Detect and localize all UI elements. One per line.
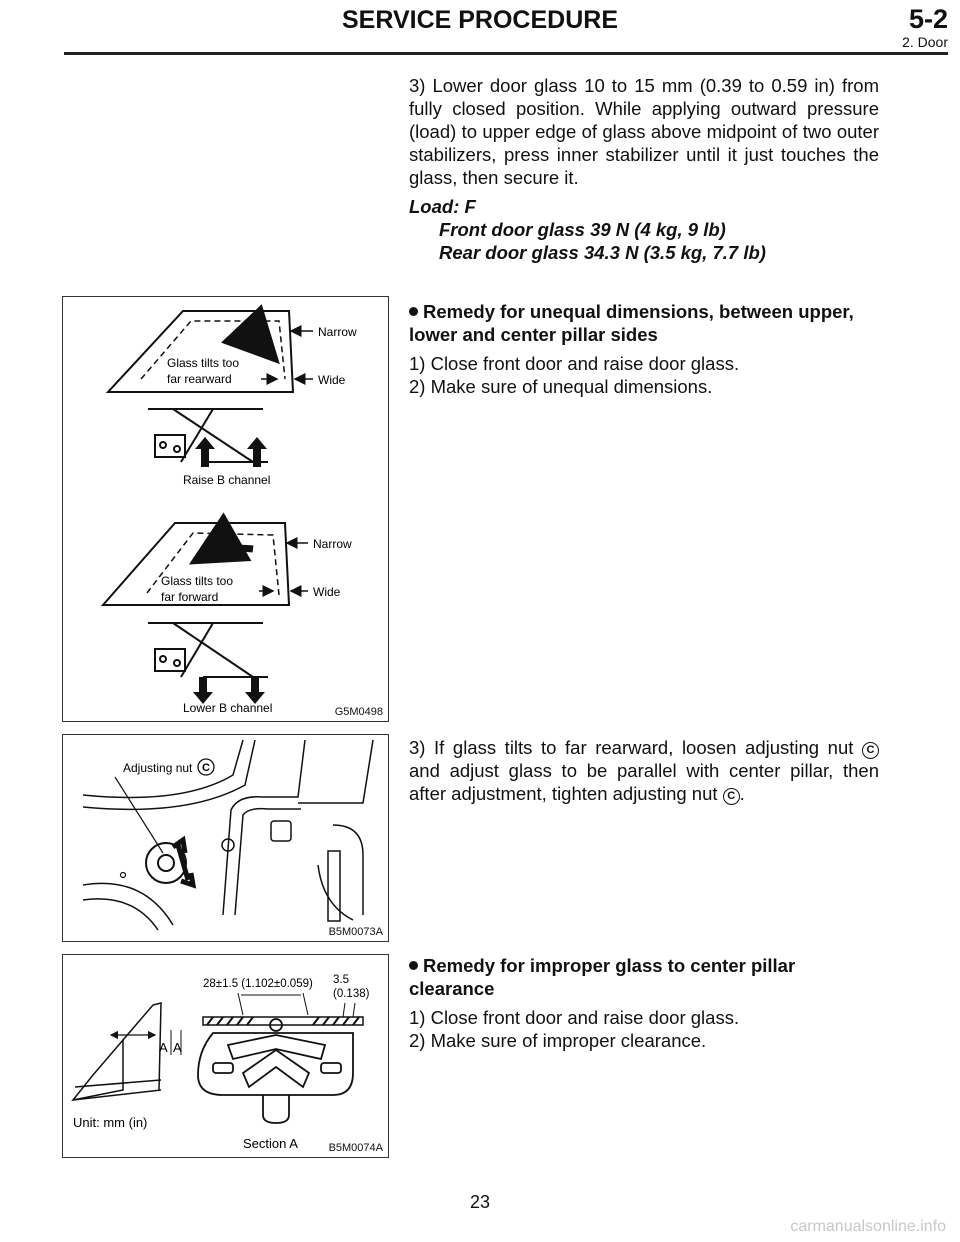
remedy2-step2: 2) Make sure of improper clearance. — [409, 1030, 707, 1051]
adjusting-nut-diagram — [63, 735, 388, 941]
figure-glass-tilt — [62, 296, 389, 722]
figure-pillar-clearance — [62, 954, 389, 1158]
unit-label: Unit: mm (in) — [73, 1115, 148, 1130]
svg-text:C: C — [202, 762, 210, 774]
dimension-28: 28±1.5 (1.102±0.059) — [203, 978, 313, 990]
tilt-rear-label-1: Glass tilts too — [167, 356, 240, 370]
load-front: Front door glass 39 N (4 kg, 9 lb) — [439, 219, 726, 240]
step3-adjust-block — [409, 736, 879, 805]
narrow-label: Narrow — [318, 325, 357, 339]
load-rear: Rear door glass 34.3 N (3.5 kg, 7.7 lb) — [439, 242, 766, 263]
glass-tilt-diagram — [63, 297, 388, 721]
pillar-clearance-diagram — [63, 955, 388, 1157]
remedy1-heading: Remedy for unequal dimensions, between upper, lower and center pillar sides — [409, 301, 854, 345]
figure-id: B5M0073A — [328, 926, 383, 938]
remedy2-step1: 1) Close front door and raise door glass. — [409, 1007, 740, 1028]
section-number: 5-2 — [908, 4, 948, 34]
bullet-icon — [409, 307, 418, 316]
step3-adjust-text: 3) If glass tilts to far rearward, loosen adjusting nut C and adjust glass to be parallel with center pillar, then after adjustment, tighten adjusting nut C . — [409, 737, 879, 804]
tilt-fwd-label-1: Glass tilts too — [161, 574, 234, 588]
remedy2-heading: Remedy for improper glass to center pillar clearance — [409, 955, 796, 999]
remedy1-step1: 1) Close front door and raise door glass. — [409, 353, 740, 374]
remedy1-block — [409, 300, 879, 398]
section-mark-a: A — [173, 1040, 182, 1055]
figure-id: B5M0074A — [328, 1142, 383, 1154]
remedy1-step2: 2) Make sure of unequal dimensions. — [409, 376, 713, 397]
symbol-c-icon: C — [862, 742, 879, 759]
narrow-label: Narrow — [313, 537, 352, 551]
load-label: Load: F — [409, 196, 476, 217]
raise-label: Raise B channel — [183, 473, 271, 487]
header-rule — [64, 52, 948, 55]
dimension-3-5: 3.5 — [333, 974, 349, 986]
page-header-title: SERVICE PROCEDURE — [342, 6, 618, 34]
symbol-c-icon: C — [723, 788, 740, 805]
adjusting-nut-label: Adjusting nut — [123, 761, 193, 775]
step3-load-block — [409, 74, 879, 264]
figure-id: G5M0498 — [334, 706, 383, 718]
tilt-rear-label-2: far rearward — [167, 372, 232, 386]
lower-label: Lower B channel — [183, 701, 273, 715]
page-number: 23 — [469, 1192, 491, 1212]
watermark: carmanualsonline.info — [790, 1218, 946, 1235]
wide-label: Wide — [318, 373, 346, 387]
step3-text: 3) Lower door glass 10 to 15 mm (0.39 to 0.59 in) from fully closed position. While applying outward pressure (load) to upper edge of glass above midpoint of two outer stabilizers, press inner stabilizer until it just touches the glass, then secure it. — [409, 75, 879, 188]
wide-label: Wide — [313, 585, 341, 599]
dimension-0-138: (0.138) — [333, 988, 370, 1000]
bullet-icon — [409, 961, 418, 970]
figure-adjusting-nut — [62, 734, 389, 942]
section-label: Section A — [243, 1136, 298, 1151]
tilt-fwd-label-2: far forward — [161, 590, 219, 604]
subsection-title: 2. Door — [902, 34, 948, 50]
section-mark-a: A — [159, 1040, 168, 1055]
remedy2-block — [409, 954, 879, 1052]
